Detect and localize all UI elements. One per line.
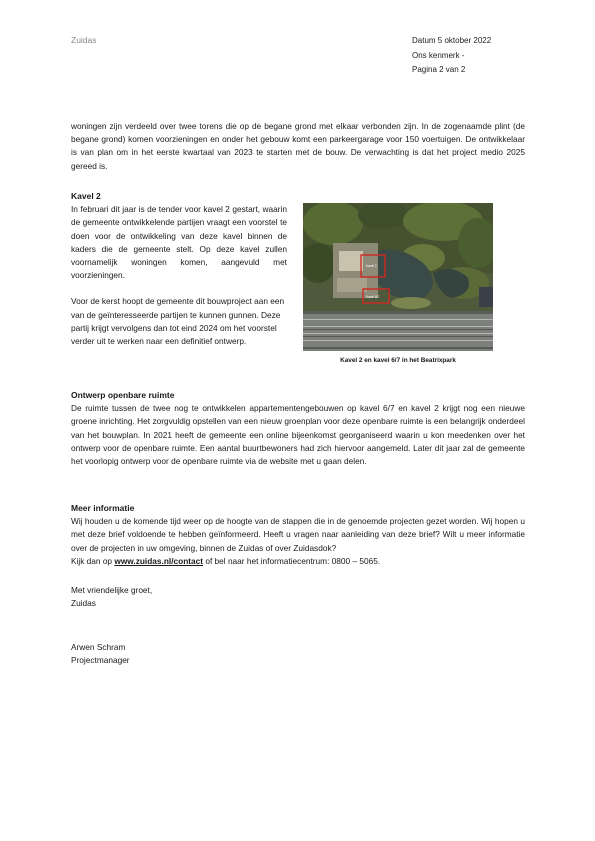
letter-reference: Ons kenmerk - xyxy=(412,50,465,60)
signatory-role: Projectmanager xyxy=(71,655,130,666)
contact-line xyxy=(71,555,525,568)
kavel2-paragraph-1: In februari dit jaar is de tender voor kavel 2 gestart, waarin de gemeente ontwikkelende partijen vraagt een voorstel te doen voor de ontwikkeling van deze kavel binnen de kaders die de gemeente stelt. Op deze kavel zullen voornamelijk woningen komen, aangevuld met voorzieningen. xyxy=(71,204,287,281)
kavel2-heading: Kavel 2 xyxy=(71,191,101,201)
letter-meta xyxy=(412,34,491,78)
page-number: Pagina 2 van 2 xyxy=(412,65,466,74)
closing xyxy=(71,584,525,610)
brand-name: Zuidas xyxy=(71,35,97,45)
photo-caption: Kavel 2 en kavel 6/7 in het Beatrixpark xyxy=(340,357,456,364)
intro-paragraph: woningen zijn verdeeld over twee torens die op de begane grond met elkaar verbonden zijn. In de zogenaamde plint (de begane grond) komen voorzieningen en onder het gebouw komt een parkeergarage voor 150 voertuigen. De ontwikkelaar is van plan om in het eerste kwartaal van 2023 te starten met de bouw. De verwachting is dat het project medio 2025 gereed is. xyxy=(71,121,525,171)
contact-prefix: Kijk dan op xyxy=(71,555,115,566)
meer-info-heading: Meer informatie xyxy=(71,503,135,513)
ontwerp-paragraph: De ruimte tussen de twee nog te ontwikkelen appartementengebouwen op kavel 6/7 en kavel 2 krijgt nog een nieuwe groene inrichting. Het zorgvuldig opstellen van een nieuw groenplan voor deze openbare ruimte is een belangrijk onderdeel van het bouwplan. In 2021 heeft de gemeente een online bijeenkomst georganiseerd waarin u kon meedenken over het ontwerp voor de openbare ruimte. Een aantal buurtbewoners had zich hiervoor aangemeld. Later dit jaar zal de gemeente het voorlopig ontwerp voor de openbare ruimte via de website met u gaan delen. xyxy=(71,403,525,467)
aerial-photo xyxy=(303,203,493,351)
meer-info-section xyxy=(71,502,525,568)
ontwerp-section xyxy=(71,389,525,468)
signatory-name: Arwen Schram xyxy=(71,642,126,652)
contact-link[interactable]: www.zuidas.nl/contact xyxy=(114,555,204,566)
meer-info-paragraph: Wij houden u de komende tijd weer op de hoogte van de stappen die in de genoemde projecten gezet worden. Wij hopen u met deze brief voldoende te hebben geïnformeerd. Heeft u vragen naar aanleiding van deze brief? Wilt u meer informatie over de projecten in uw omgeving, binnen de Zuidas of over Zuidasdok? xyxy=(71,516,525,553)
kavel2-paragraph-2: Voor de kerst hoopt de gemeente dit bouwproject aan een van de geïnteresseerde partijen te kunnen gunnen. Deze partij krijgt vervolgens dan tot eind 2024 om het voorstel verder uit te werken naar een definitief ontwerp. xyxy=(71,296,285,347)
photo-label-kavel67: Kavel 6/7 xyxy=(366,295,380,299)
closing-org: Zuidas xyxy=(71,598,96,609)
contact-suffix: of bel naar het informatiecentrum: 0800 – 5065. xyxy=(203,555,381,566)
ontwerp-heading: Ontwerp openbare ruimte xyxy=(71,390,175,400)
signature xyxy=(71,641,525,667)
closing-greeting: Met vriendelijke groet, xyxy=(71,585,153,595)
photo-label-kavel2: Kavel 2 xyxy=(366,264,377,268)
letter-date: Datum 5 oktober 2022 xyxy=(412,36,492,45)
kavel2-text xyxy=(71,190,287,348)
